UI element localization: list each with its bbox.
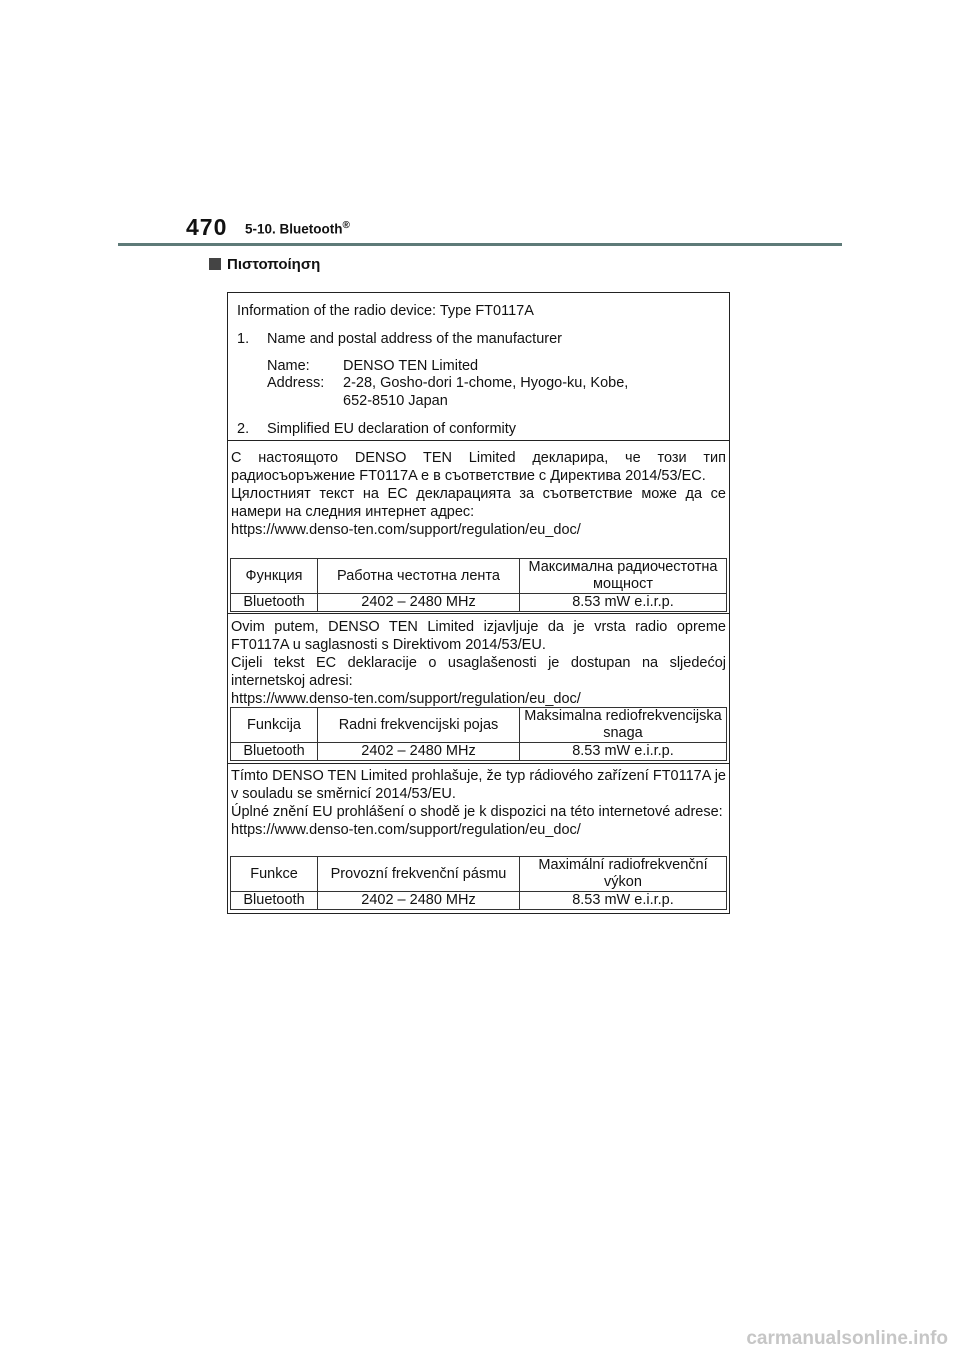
subsection-title: Πιστοποίηση xyxy=(227,256,321,273)
full-text-paragraph: Úplné znění EU prohlášení o shodě je k dispozici na této internetové adrese: xyxy=(231,804,723,820)
spec-table-croatian xyxy=(230,707,727,761)
item2-number: 2. xyxy=(237,421,250,437)
table-header-cell: Radni frekvencijski pojas xyxy=(318,708,520,743)
subsection-heading xyxy=(209,256,320,273)
table-cell: 2402 – 2480 MHz xyxy=(318,594,520,612)
table-row xyxy=(231,892,727,910)
table-cell: 2402 – 2480 MHz xyxy=(318,892,520,910)
full-text-paragraph: Cijeli tekst EC deklaracije o usaglašenosti je dostupan na sljedećoj internetskoj adresi: xyxy=(231,655,726,689)
address-line2: 652-8510 Japan xyxy=(343,393,448,409)
spec-table-czech xyxy=(230,856,727,910)
section-divider xyxy=(228,763,729,764)
table-cell: Bluetooth xyxy=(231,743,318,761)
section-title: 5-10. Bluetooth xyxy=(245,221,343,237)
declaration-url: https://www.denso-ten.com/support/regulation/eu_doc/ xyxy=(231,691,581,707)
table-row xyxy=(231,743,727,761)
table-header-cell: Provozní frekvenční pásmu xyxy=(318,857,520,892)
table-cell: 2402 – 2480 MHz xyxy=(318,743,520,761)
info-title: Information of the radio device: Type FT0117A xyxy=(237,303,534,319)
name-label: Name: xyxy=(267,358,310,374)
table-header-row xyxy=(231,857,727,892)
declaration-url: https://www.denso-ten.com/support/regulation/eu_doc/ xyxy=(231,522,581,538)
table-header-row xyxy=(231,708,727,743)
table-header-cell: Maximální radiofrekvenční výkon xyxy=(520,857,727,892)
declaration-croatian xyxy=(228,618,729,708)
table-cell: Bluetooth xyxy=(231,594,318,612)
table-cell: 8.53 mW e.i.r.p. xyxy=(520,892,727,910)
table-cell: 8.53 mW e.i.r.p. xyxy=(520,743,727,761)
table-cell: Bluetooth xyxy=(231,892,318,910)
table-cell: 8.53 mW e.i.r.p. xyxy=(520,594,727,612)
section-divider xyxy=(228,613,729,614)
header-rule xyxy=(118,243,842,246)
page-number: 470 xyxy=(186,214,228,240)
table-header-row xyxy=(231,559,727,594)
full-text-paragraph: Цялостният текст на ЕС декларацията за съответствие може да се намери на следния интернет адрес: xyxy=(231,486,726,520)
table-header-cell: Работна честотна лента xyxy=(318,559,520,594)
declaration-czech xyxy=(228,767,729,839)
watermark: carmanualsonline.info xyxy=(746,1328,948,1349)
table-header-cell: Maksimalna rediofrekvencijska snaga xyxy=(520,708,727,743)
declaration-paragraph: Tímto DENSO TEN Limited prohlašuje, že typ rádiového zařízení FT0117A je v souladu se směrnicí 2014/53/EU. xyxy=(231,768,726,802)
declaration-url: https://www.denso-ten.com/support/regulation/eu_doc/ xyxy=(231,822,581,838)
declaration-paragraph: С настоящото DENSO TEN Limited декларира, че този тип радиосъоръжение FT0117A е в съответствие с Директива 2014/53/ЕС. xyxy=(231,450,726,484)
table-row xyxy=(231,594,727,612)
table-header-cell: Функция xyxy=(231,559,318,594)
address-line1: 2-28, Gosho-dori 1-chome, Hyogo-ku, Kobe, xyxy=(343,375,629,391)
radio-device-info xyxy=(228,293,729,441)
section-label xyxy=(245,220,350,237)
square-bullet-icon xyxy=(209,258,221,270)
table-header-cell: Максимална радиочестотна мощност xyxy=(520,559,727,594)
declaration-paragraph: Ovim putem, DENSO TEN Limited izjavljuje da je vrsta radio opreme FT0117A u saglasnosti s Direktivom 2014/53/EU. xyxy=(231,619,726,653)
item2-text: Simplified EU declaration of conformity xyxy=(267,421,517,437)
spec-table-bulgarian xyxy=(230,558,727,612)
declaration-bulgarian xyxy=(228,449,729,539)
registered-mark: ® xyxy=(342,220,350,231)
address-label: Address: xyxy=(267,375,325,391)
item1-text: Name and postal address of the manufacturer xyxy=(267,331,562,347)
item1-number: 1. xyxy=(237,331,250,347)
table-header-cell: Funkce xyxy=(231,857,318,892)
certification-frame xyxy=(227,292,730,914)
table-header-cell: Funkcija xyxy=(231,708,318,743)
name-value: DENSO TEN Limited xyxy=(343,358,479,374)
